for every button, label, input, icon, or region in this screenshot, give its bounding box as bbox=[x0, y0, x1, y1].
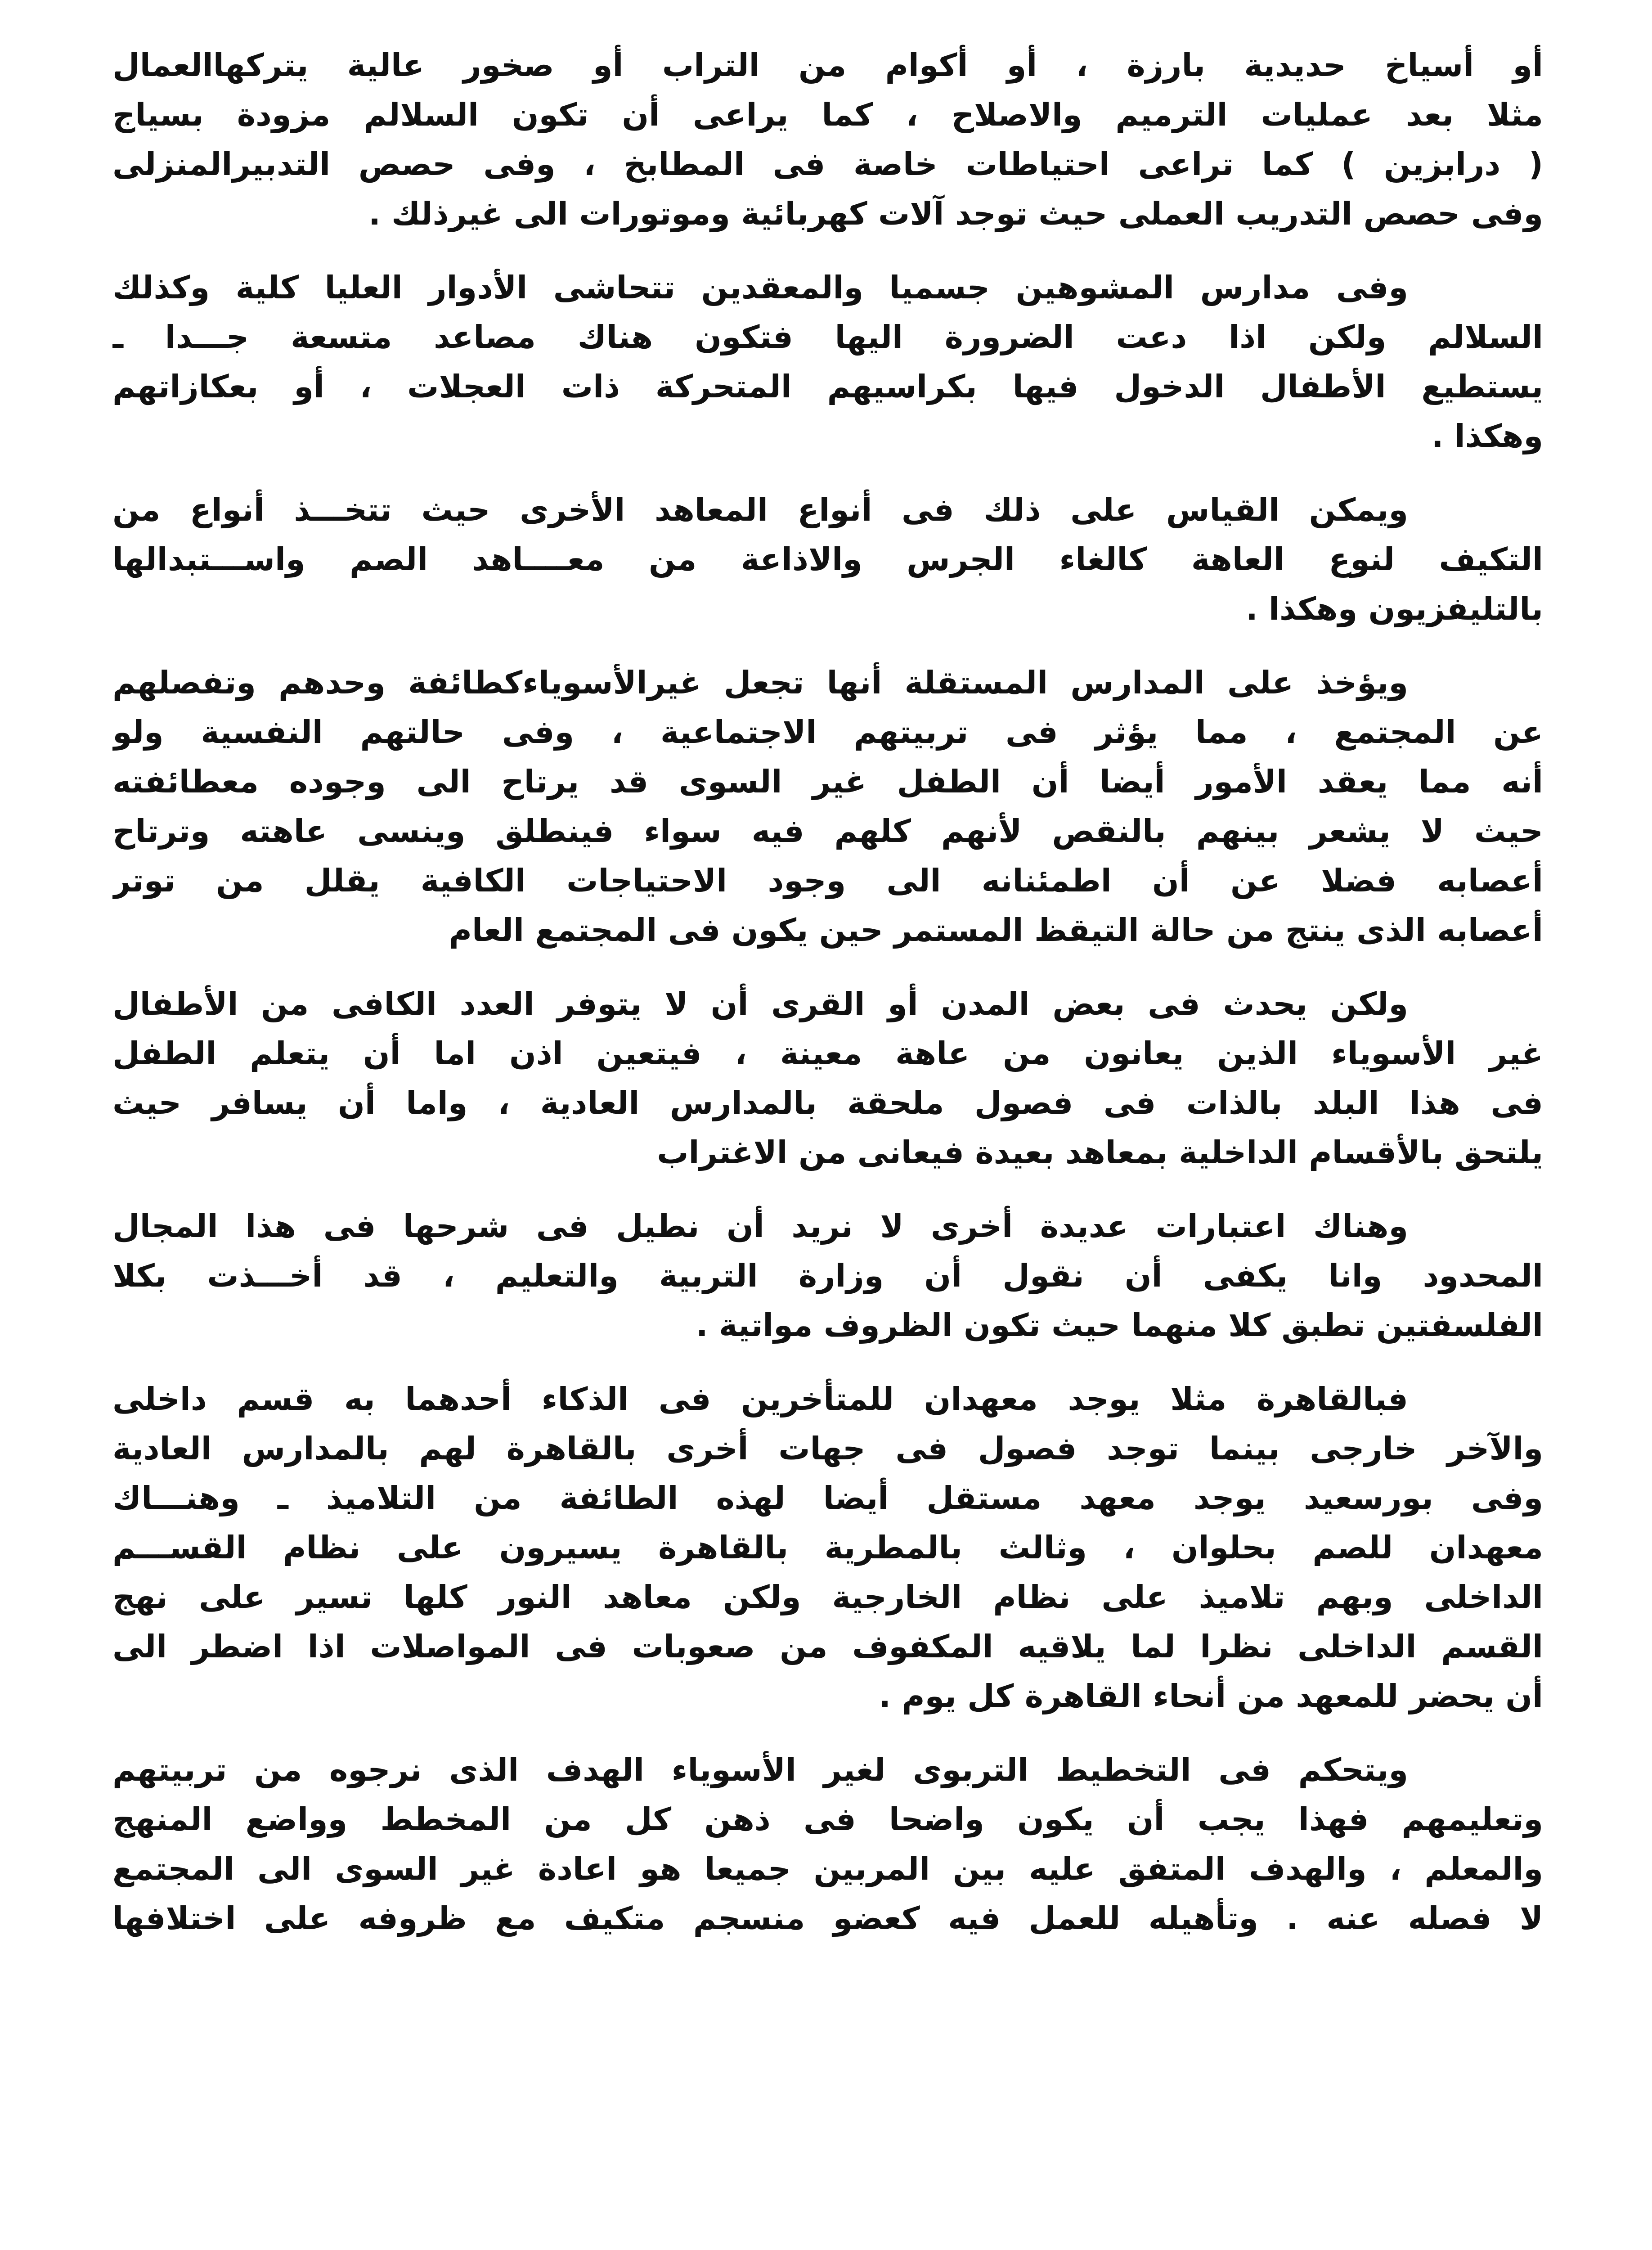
text-line: التكيف لنوع العاهة كالغاء الجرس والاذاعة من معــــاهد الصم واســـتبدالها bbox=[112, 541, 1543, 578]
text-line: حيث لا يشعر بينهم بالنقص لأنهم كلهم فيه سواء فينطلق وينسى عاهته وترتاح bbox=[112, 813, 1543, 850]
text-line: ( درابزين ) كما تراعى احتياطات خاصة فى المطابخ ، وفى حصص التدبيرالمنزلى bbox=[112, 146, 1543, 183]
text-line: وفى حصص التدريب العملى حيث توجد آلات كهربائية وموتورات الى غيرذلك . bbox=[368, 195, 1543, 232]
text-line: أنه مما يعقد الأمور أيضا أن الطفل غير السوى قد يرتاح الى وجوده معطائفته bbox=[112, 763, 1543, 800]
text-line: فى هذا البلد بالذات فى فصول ملحقة بالمدارس العادية ، واما أن يسافر حيث bbox=[112, 1084, 1543, 1121]
text-line: المحدود وانا يكفى أن نقول أن وزارة التربية والتعليم ، قد أخـــذت بكلا bbox=[112, 1257, 1543, 1294]
text-line: لا فصله عنه . وتأهيله للعمل فيه كعضو منسجم متكيف مع ظروفه على اختلافها bbox=[112, 1900, 1543, 1937]
text-line: مثلا بعد عمليات الترميم والاصلاح ، كما يراعى أن تكون السلالم مزودة بسياج bbox=[112, 96, 1543, 133]
text-line: فبالقاهرة مثلا يوجد معهدان للمتأخرين فى الذكاء أحدهما به قسم داخلى bbox=[112, 1381, 1408, 1418]
text-line: يلتحق بالأقسام الداخلية بمعاهد بعيدة فيعانى من الاغتراب bbox=[657, 1134, 1543, 1171]
text-line: وهكذا . bbox=[1431, 418, 1543, 454]
text-line: ولكن يحدث فى بعض المدن أو القرى أن لا يتوفر العدد الكافى من الأطفال bbox=[112, 986, 1408, 1022]
text-line: غير الأسوياء الذين يعانون من عاهة معينة ، فيتعين اذن اما أن يتعلم الطفل bbox=[112, 1035, 1543, 1072]
document-page bbox=[112, 40, 1543, 2250]
text-line: وتعليمهم فهذا يجب أن يكون واضحا فى ذهن كل من المخطط وواضع المنهج bbox=[112, 1801, 1543, 1838]
text-line: معهدان للصم بحلوان ، وثالث بالمطرية بالقاهرة يسيرون على نظام القســـم bbox=[112, 1529, 1543, 1566]
text-line: القسم الداخلى نظرا لما يلاقيه المكفوف من صعوبات فى المواصلات اذا اضطر الى bbox=[112, 1628, 1543, 1665]
text-line: والمعلم ، والهدف المتفق عليه بين المربين جميعا هو اعادة غير السوى الى المجتمع bbox=[112, 1850, 1543, 1887]
paragraph-1 bbox=[112, 40, 1543, 238]
text-line: ويمكن القياس على ذلك فى أنواع المعاهد الأخرى حيث تتخـــذ أنواع من bbox=[112, 491, 1408, 528]
paragraph-4 bbox=[112, 658, 1543, 955]
text-line: وهناك اعتبارات عديدة أخرى لا نريد أن نطيل فى شرحها فى هذا المجال bbox=[112, 1208, 1408, 1245]
text-line: أعصابه الذى ينتج من حالة التيقظ المستمر حين يكون فى المجتمع العام bbox=[449, 912, 1543, 949]
text-line: ويتحكم فى التخطيط التربوى لغير الأسوياء الهدف الذى نرجوه من تربيتهم bbox=[112, 1751, 1408, 1788]
paragraph-6 bbox=[112, 1202, 1543, 1350]
text-line: يستطيع الأطفال الدخول فيها بكراسيهم المتحركة ذات العجلات ، أو بعكازاتهم bbox=[112, 368, 1543, 405]
paragraph-7 bbox=[112, 1374, 1543, 1721]
text-line: بالتليفزيون وهكذا . bbox=[1246, 590, 1543, 627]
text-line: وفى مدارس المشوهين جسميا والمعقدين تتحاشى الأدوار العليا كلية وكذلك bbox=[112, 269, 1408, 306]
paragraph-5 bbox=[112, 979, 1543, 1177]
paragraph-2 bbox=[112, 263, 1543, 461]
text-line: أعصابه فضلا عن أن اطمئنانه الى وجود الاحتياجات الكافية يقلل من توتر bbox=[112, 862, 1543, 899]
text-line: ويؤخذ على المدارس المستقلة أنها تجعل غيرالأسوياءكطائفة وحدهم وتفصلهم bbox=[112, 664, 1408, 701]
text-line: الداخلى وبهم تلاميذ على نظام الخارجية ولكن معاهد النور كلها تسير على نهج bbox=[112, 1579, 1543, 1616]
text-line: السلالم ولكن اذا دعت الضرورة اليها فتكون هناك مصاعد متسعة جـــدا ـ bbox=[112, 319, 1543, 356]
text-line: أن يحضر للمعهد من أنحاء القاهرة كل يوم . bbox=[879, 1678, 1543, 1714]
text-line: وفى بورسعيد يوجد معهد مستقل أيضا لهذه الطائفة من التلاميذ ـ وهنـــاك bbox=[112, 1480, 1543, 1516]
text-line: أو أسياخ حديدية بارزة ، أو أكوام من التراب أو صخور عالية يتركهاالعمال bbox=[112, 47, 1543, 84]
text-line: الفلسفتين تطبق كلا منهما حيث تكون الظروف مواتية . bbox=[696, 1307, 1543, 1344]
paragraph-3 bbox=[112, 485, 1543, 634]
text-line: والآخر خارجى بينما توجد فصول فى جهات أخرى بالقاهرة لهم بالمدارس العادية bbox=[112, 1430, 1543, 1467]
paragraph-8 bbox=[112, 1745, 1543, 1943]
text-line: عن المجتمع ، مما يؤثر فى تربيتهم الاجتماعية ، وفى حالتهم النفسية ولو bbox=[112, 714, 1543, 751]
